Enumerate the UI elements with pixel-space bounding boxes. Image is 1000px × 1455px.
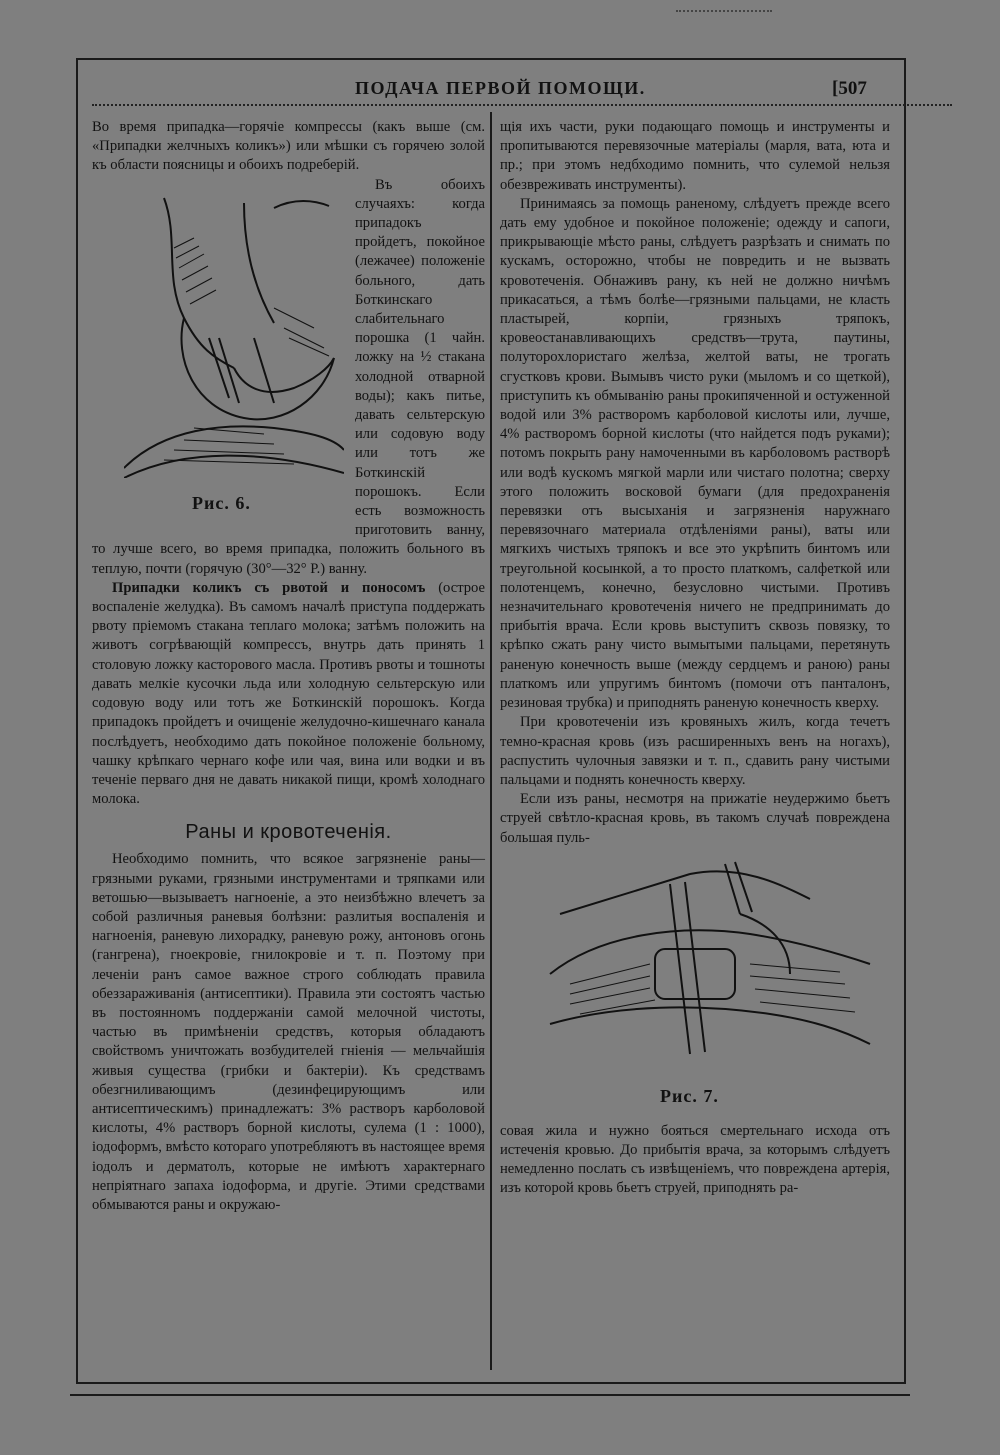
paragraph-text: (острое воспаленіе желудка). Въ самомъ началѣ приступа поддержать рвоту пріемомъ стакана теплаго молока; затѣмъ положить на животъ согрѣвающій компрессъ, внутрь дать принять 1 столовую ложку касторового масла. Противъ рвоты и тошноты давать мелкіе кусочки льда или холодную сельтерскую или содовую воду или тотъ же Боткинскій порошокъ. Когда припадокъ пройдетъ и очищеніе желудочно-кишечнаго канала послѣдуетъ, необходимо дать покойное положеніе больному, чашку крѣпкаго чернаго кофе или чая, вина или водки и въ теченіе перваго дня не давать никакой пищи, кромѣ холоднаго молока. xyxy=(92,579,486,808)
page-number: [507 xyxy=(832,78,867,99)
tourniquet-illustration xyxy=(540,854,880,1064)
hand-compress-illustration xyxy=(124,188,344,478)
paragraph: Во время припадка—горячіе компрессы (какъ выше (см. «Припадки желчныхъ коликъ») или мѣшки съ горячею золой къ области поясницы и обоихъ подреберій. xyxy=(92,119,485,174)
paragraph: щія ихъ части, руки подающаго помощь и инструменты и пропитываются перевязочные матеріалы (марля, вата, юта и пр.; при этомъ недбходимо помнить, что сулемой нельзя обезвреживать инструменты). xyxy=(500,119,890,193)
paragraph: При кровотеченіи изъ кровяныхъ жилъ, когда течетъ темно-красная кровь (изъ расширенныхъ венъ на ногахъ), распустить чулочныя завязки и т. п., сдавить рану чистыми пальцами и поднять конечность кверху. xyxy=(500,714,890,788)
figure-6-caption: Рис. 6. xyxy=(192,492,251,513)
paragraph: Принимаясь за помощь раненому, слѣдуетъ прежде всего дать ему удобное и покойное положеніе; одежду и сапоги, прикрывающіе мѣсто раны, слѣдуетъ разрѣзать и снимать по кускамъ, осторожно, чтобы не повредить и не вызвать кровотеченія. Обнаживъ рану, къ ней не должно ничѣмъ прикасаться, а тѣмъ болѣе—грязными пальцами, не класть пластырей, корпіи, грязныхъ тряпокъ, кровеостанавливающихъ средствъ—трута, паутины, полуторохлористаго желѣза, желтой ваты, не трогать сгустковъ крови. Вымывъ чисто руки (мыломъ и со щеткой), приступить къ обмыванію раны прокипяченной и остуженной водой или 3% растворомъ карболовой кислоты или, лучше, 4% растворомъ борной кислоты (что найдется подъ руками); потомъ покрыть рану намоченными въ карболовомъ растворѣ или водѣ кускомъ мягкой марли или чистаго полотна; сверху этого положить восковой бумаги (для предохраненія перевязки отъ высыханія и загрязненія наружнаго перевязочнаго материала отдѣленіями раны), ваты или мягкихъ чистыхъ тряпокъ и все это укрѣпить бинтомъ или треугольной косынкой, а то просто платкомъ, салфеткой или полотенцемъ, конечно, безусловно чистыми. Противъ незначительнаго кровотеченія ничего не предпринимать до прибытія врача. Если кровь выступитъ сквозь повязку, то крѣпко сжать рану чисто вымытыми пальцами, перетянуть раненую конечность выше (между сердцемъ и раною) раны платкомъ или упругимъ бинтомъ (помочи отъ панталонъ, резиновая трубка) и приподнять раненую конечность кверху. xyxy=(500,195,890,712)
paragraph: Необходимо помнить, что всякое загрязненіе раны—грязными руками, грязными инструментами и тряпками или ветошью—вызываетъ нагноеніе, а это неизбѣжно влечетъ за собой различныя раневыя болѣзни: разлитыя воспаленія и нагноенія, раневую лихорадку, раневую рожу, антоновъ огонь (гангрена), гноекровіе, гнилокровіе и т. п. Поэтому при леченіи ранъ самое важное строго соблюдать правила обеззараживанія (антисептики). Правила эти состоятъ частью въ постоянномъ поддержаніи самой мелочной чистоты, частью въ примѣненіи средствъ, которыя обладаютъ свойствомъ уничтожать возбудителей гніенія — мельчайшія живыя существа (грибки и бактеріи). Къ средствамъ обезгниливающимъ (дезинфецирующимъ или антисептическимъ) принадлежатъ: 3% растворъ карболовой кислоты, 4% растворъ борной кислоты, сулема (1 : 1000), іодоформъ, вмѣсто котораго употребляютъ въ настоящее время іодолъ и дерматолъ, которые не имѣютъ характернаго непріятнаго запаха іодоформа, и другіе. Этими средствами обмываются раны и окружаю- xyxy=(92,851,485,1213)
paragraph: Въ обоихъ случаяхъ: когда припадокъ пройдетъ, покойное (лежачее) положеніе больного, дать Боткинскаго слабительнаго порошка (1 чайн. ложку на ½ стакана холодной отварной воды); какъ питье, давать сельтерскую или содовую воду или тотъ же Боткинскій порошокъ. Если есть возможность приготовить ванну, то лучше всего, во время припадка, положить больного въ теплую, почти (горячую (30°—32° Р.) ванну. xyxy=(92,176,485,577)
paragraph: совая жила и нужно бояться смертельнаго исхода отъ истеченія кровью. До прибытія врача, за которымъ слѣдуетъ немедленно послать съ извѣщеніемъ, что повреждена артерія, изъ которой кровь бьетъ струей, приподнять ра- xyxy=(500,1122,890,1197)
figure-6 xyxy=(84,180,349,535)
right-column xyxy=(500,118,890,1199)
paragraph xyxy=(92,579,485,809)
bold-lead: Припадки коликъ съ рвотой и поносомъ xyxy=(112,579,426,596)
figure-7-caption: Рис. 7. xyxy=(660,1085,719,1106)
section-title: Раны и кровотеченія. xyxy=(185,821,392,844)
running-title: ПОДАЧА ПЕРВОЙ ПОМОЩИ. xyxy=(355,78,646,98)
column-divider xyxy=(490,112,492,1370)
left-column xyxy=(92,118,485,1215)
figure-7 xyxy=(500,854,890,1122)
running-header xyxy=(80,78,900,106)
top-edge-mark xyxy=(676,10,772,14)
paragraph: Если изъ раны, несмотря на прижатіе неудержимо бьетъ струей свѣтло-красная кровь, въ такомъ случаѣ повреждена большая пуль- xyxy=(500,791,890,846)
header-rule xyxy=(92,104,952,106)
